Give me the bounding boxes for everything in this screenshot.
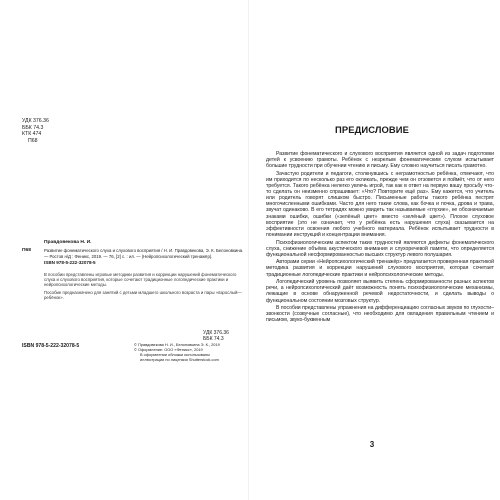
bbk-code: ББК 74.3 xyxy=(22,124,44,131)
classification-codes-bottom xyxy=(203,330,229,342)
classification-codes xyxy=(22,118,49,144)
copyright-line: © Правдовекова Н. И., Белоновкина Э. К., 2019 xyxy=(134,342,220,347)
isbn-bottom: ISBN 978-5-222-32078-5 xyxy=(22,343,80,349)
catalog-card xyxy=(22,240,244,301)
page-number: 3 xyxy=(369,440,375,449)
left-page-imprint xyxy=(0,0,248,500)
foreword-paragraph: В пособии представлены упражнения на дифференциацию согласных звуков по глухости–звонкости (созвучные согласные), что необходимо для овладения правильным чтением и письмом, звуко-буквенным xyxy=(266,305,494,324)
foreword-paragraph: Развитие фонематического и слухового восприятия является одной из задач подготовки детей к усвоению грамоты. Ребёнок с незрелым фонематическим слухом испытывает большие трудности при обучении чтению и письму. Ему сложно научиться писать грамотно. xyxy=(266,151,494,170)
udk-code-bottom: УДК 376.36 xyxy=(203,330,229,336)
foreword-paragraph: Логопедический уровень позволяет выявить степень сформированности разных аспектов речи, а нейропсихологический даёт возможность понять психофизиологические механизмы, лежащие в основе обнаруженной речевой недостаточности, и сделать выводы о функциональном состоянии мозговых структур. xyxy=(266,279,494,304)
foreword-paragraph: Авторами серии «Нейропсихологический тренажёр» предлагается проверенная практикой методика развития и коррекции нарушений слухового восприятия, которая сочетает традиционные логопедические практики и нейропсихологические методы. xyxy=(266,259,494,278)
catalog-annotation: В пособии представлены игровые методики развития и коррекции нарушений фонематического слуха и слухового восприятия, которые сочетают традиционные логопедические практики и нейропсихологические методы. xyxy=(44,271,237,288)
foreword-paragraph: Зачастую родители и педагоги, столкнувшись с неграмотностью ребёнка, отмечают, что им приходится по несколько раз его окликать, прежде чем он отзовется и поймёт, что от него требуется. Такого ребёнка нелегко увлечь игрой, так как в ответ на первую вашу просьбу что-то сделать он неизменно спрашивает: «Что? Повторите ещё раз». Ему кажется, что учитель или родитель говорят слишком быстро. Письменные работы такого ребёнка пестрят многочисленными ошибками. Часто для него такие слова, как бочка и почка, дрова и трава, звучат одинаково. В его тетрадях можно увидеть так называемые «глухие», не обозначаемые знаками ошибки, ошибки («зелёный цвет» вместо «зелёный цвет»). Плохое слуховое восприятие (это не означает, что у ребёнка есть нарушения слуха) сказывается на эффективности освоения любого учебного материала. Ребёнок испытывает трудности в понимании инструкций и концентрации внимания. xyxy=(266,170,494,238)
catalog-isbn: ISBN 978-5-222-32078-5 xyxy=(44,260,96,266)
catalog-annotation-audience: Пособие предназначено для занятий с детьми младшего школьного возраста и пары «взрослый—ребёнок». xyxy=(44,289,242,301)
right-page-foreword xyxy=(252,0,500,500)
author-sign: П68 xyxy=(28,137,38,144)
foreword-paragraph: Психофизиологическим аспектом таких трудностей являются дефекты фонематического слуха, снижение объёма акустического внимания и слухоречевой памяти, что определяется функциональной несформированностью высших структур левого полушария. xyxy=(266,239,494,258)
page-title: ПРЕДИСЛОВИЕ xyxy=(335,124,409,135)
ktk-code: КТК 474 xyxy=(22,131,42,138)
foreword-body xyxy=(266,151,494,325)
catalog-entry xyxy=(22,248,244,259)
copyright-block xyxy=(134,343,244,363)
catalog-entry-code: П68 xyxy=(22,248,31,254)
catalog-entry-text: Развитие фонематического слуха и слухового восприятия / Н. И. Правдовекова, Э. К. Белоновкина. — Ростов н/Д : Феникс, 2019. — 76, [2] с. : ил. — (Нейропсихологический тренажёр). xyxy=(44,248,244,259)
bbk-code-bottom: ББК 74.3 xyxy=(203,336,224,343)
page-gutter xyxy=(248,0,249,500)
catalog-author: Правдовекова Н. И. xyxy=(44,240,92,245)
copyright-line: © Оформление: ООО «Феникс», 2019 xyxy=(134,346,203,352)
copyright-line: иллюстрации по лицензии Shutterstock.com xyxy=(140,356,219,362)
copyright-line: В оформлении обложки использованы xyxy=(140,351,210,357)
udk-code: УДК 376.36 xyxy=(22,118,49,124)
